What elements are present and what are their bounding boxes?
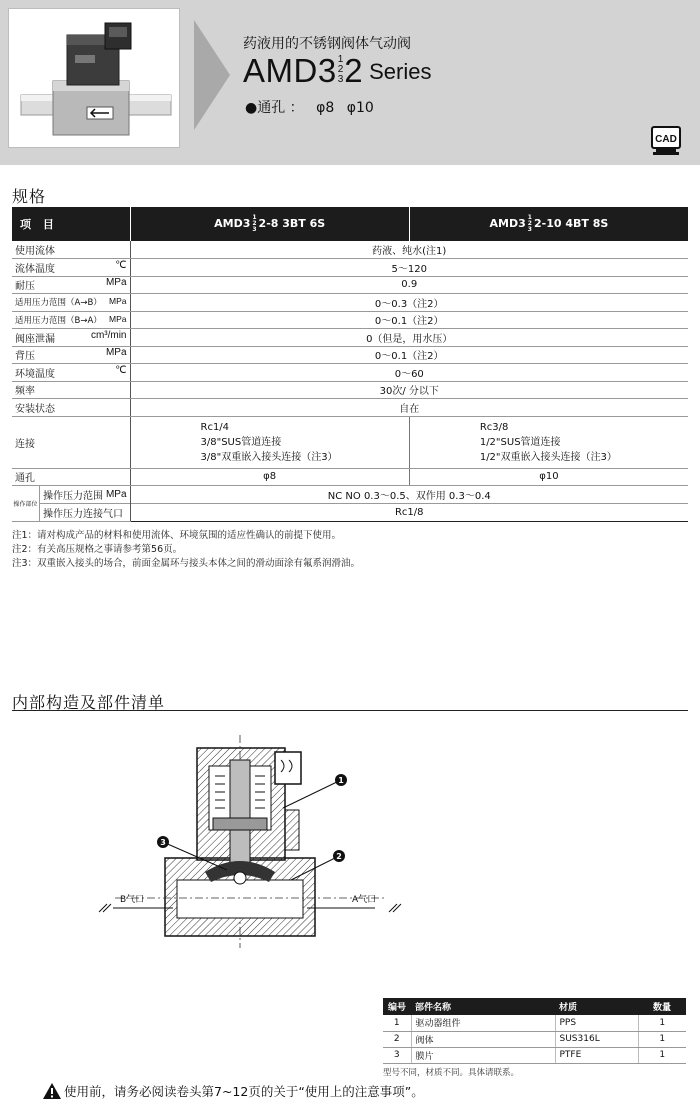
spec-header-row: [12, 207, 688, 241]
cad-label: CAD: [655, 134, 677, 145]
connection-label: 连接: [12, 416, 130, 468]
port-b-label: B气口: [120, 895, 145, 905]
spec-row: 适用压力范围（B→A） MPa 0～0.1（注2）: [12, 311, 688, 329]
port-size-line: [245, 97, 382, 117]
spec-row: 安装状态 自在: [12, 399, 688, 417]
spec-row: 适用压力范围（A→B） MPa 0～0.3（注2）: [12, 294, 688, 312]
product-title: [243, 50, 431, 90]
callout-2: 2: [336, 852, 342, 861]
connection-col1: Rc1/4 3/8"SUS管道连接 3/8"双重嵌入接头连接（注3）: [130, 416, 409, 468]
spec-table: [12, 207, 688, 522]
spec-row-op-port: Rc1/8: [12, 504, 688, 522]
port-label: ●通孔 ：: [245, 100, 304, 116]
spec-row: 背压 MPa 0～0.1（注2）: [12, 346, 688, 364]
spec-row: 阀座泄漏 cm³/min 0（但是，用水压）: [12, 329, 688, 347]
warning-icon: [42, 1082, 62, 1100]
parts-table: [383, 998, 686, 1064]
port-a-label: A气口: [352, 895, 377, 905]
product-photo: [8, 8, 180, 148]
spec-row-op-pressure: 操作部位 操作压力范围 MPa 操作压力连接气口 NC NO 0.3～0.5、双作用 0.3～0.4: [12, 486, 688, 504]
title-fraction: 1 2 3: [337, 54, 344, 85]
operating-label-cell: 操作部位 操作压力范围 MPa 操作压力连接气口: [12, 486, 130, 522]
spec-row-bore: 通孔 φ8 φ10: [12, 468, 688, 486]
spec-notes: 注1：请对构成产品的材料和使用流体、环境氛围的适应性确认的前提下使用。 注2：有关高压规格之事请参考第56页。 注3：双重嵌入接头的场合，前面金属环与接头本体之间的滑动面涂有氟系润滑油。: [12, 530, 361, 569]
connection-col2: Rc3/8 1/2"SUS管道连接 1/2"双重嵌入接头连接（注3）: [409, 416, 688, 468]
spec-row: 使用流体 药液、纯水(注1): [12, 241, 688, 259]
spec-row: 耐压 MPa 0.9: [12, 276, 688, 294]
parts-row: 2 阀体 SUS316L 1: [383, 1031, 686, 1047]
port-value-10: φ10: [346, 100, 374, 116]
callout-3: 3: [160, 838, 166, 847]
title-series: Series: [369, 59, 432, 84]
title-prefix: AMD3: [243, 52, 337, 89]
header-chevron-icon: [194, 20, 230, 130]
spec-row-connection: [12, 416, 688, 468]
spec-header-col2: AMD3 1 2 3 2-10 4BT 8S: [409, 207, 688, 241]
parts-note: 型号不同，材质不同。具体请联系。: [383, 1068, 520, 1078]
title-suffix: 2: [344, 52, 364, 89]
callout-1: 1: [338, 776, 344, 785]
port-value-8: φ8: [316, 100, 335, 116]
spec-header-item: 项 目: [12, 207, 130, 241]
operating-side-label: 操作部位: [12, 486, 40, 521]
structure-diagram: [85, 730, 415, 950]
footer-warning-text: 使用前，请务必阅读卷头第7~12页的关于“使用上的注意事项”。: [64, 1084, 424, 1099]
parts-header-row: 编号 部件名称 材质 数量: [383, 998, 686, 1015]
parts-row: 1 驱动器组件 PPS 1: [383, 1015, 686, 1031]
spec-row: 环境温度 ℃ 0～60: [12, 364, 688, 382]
spec-row: 流体温度 ℃ 5～120: [12, 259, 688, 277]
spec-header-col1: AMD3 1 2 3 2-8 3BT 6S: [130, 207, 409, 241]
parts-row: 3 膜片 PTFE 1: [383, 1047, 686, 1063]
structure-section-title: 内部构造及部件清单: [12, 693, 166, 712]
product-subtitle: 药液用的不锈钢阀体气动阀: [243, 36, 411, 52]
spec-row: 频率 30次/ 分以下: [12, 381, 688, 399]
cad-icon[interactable]: [651, 126, 681, 156]
structure-title-rule: [12, 710, 688, 711]
footer-warning: [42, 1082, 424, 1100]
specs-section-title: 规格: [12, 187, 47, 206]
